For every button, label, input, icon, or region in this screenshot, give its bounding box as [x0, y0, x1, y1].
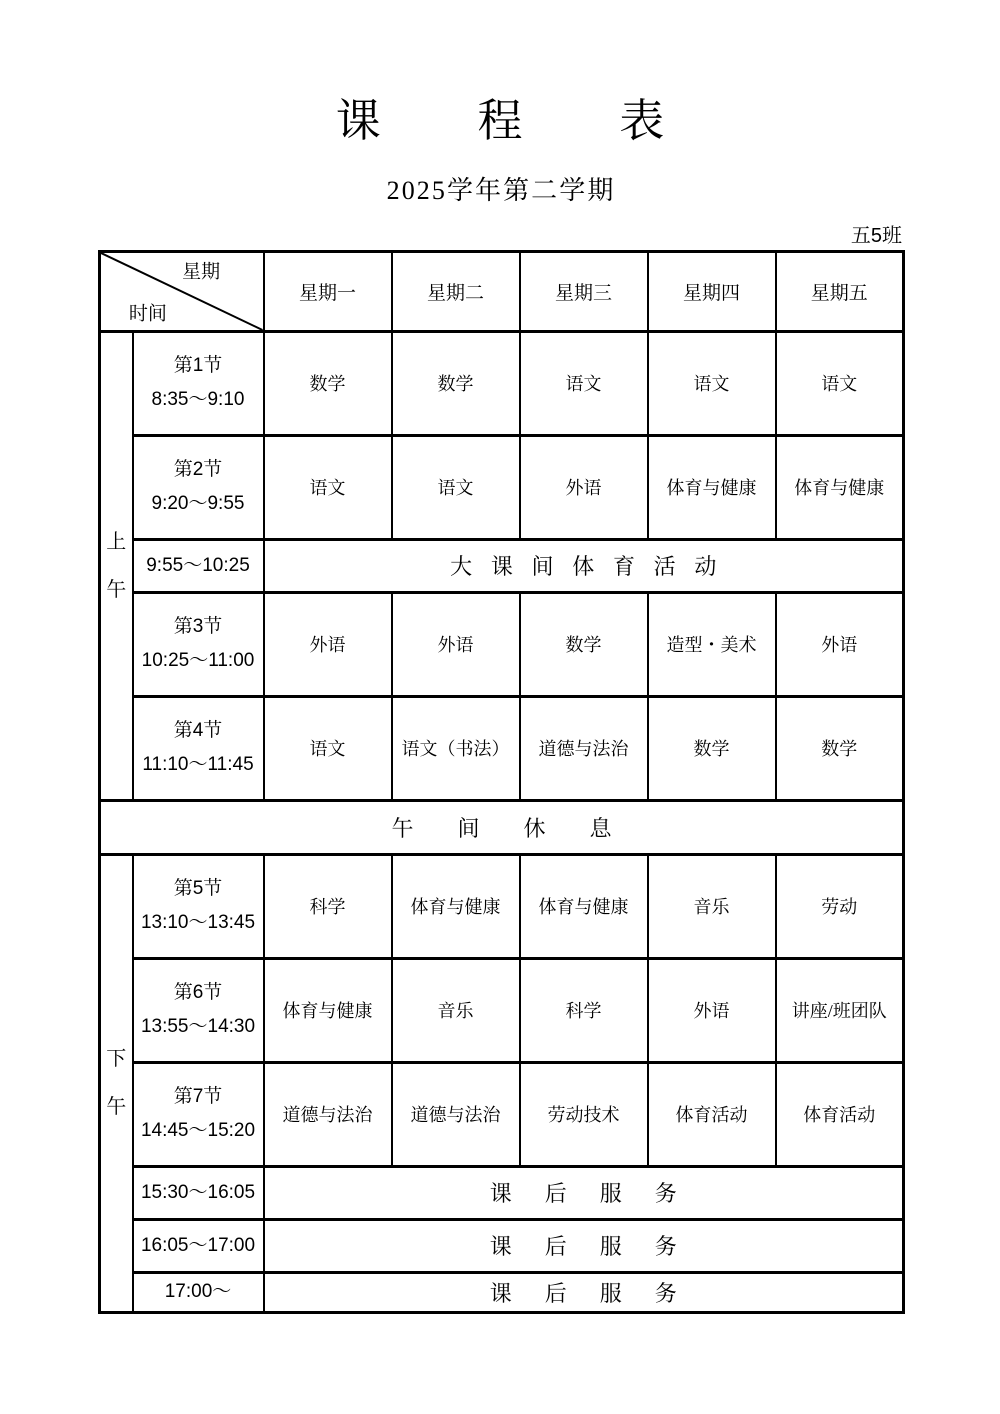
subject-cell: 外语	[264, 592, 392, 696]
subject-cell: 体育与健康	[264, 958, 392, 1062]
subject-cell: 数学	[392, 331, 520, 435]
period-time-cell	[133, 696, 264, 800]
subject-cell: 科学	[520, 958, 648, 1062]
subject-cell: 语文	[392, 435, 520, 539]
afterschool-service-label: 课后服务	[264, 1219, 904, 1272]
table-row-period5	[100, 854, 904, 958]
period-time-cell	[133, 854, 264, 958]
class-label: 五5班	[850, 224, 902, 247]
table-row-afterschool-3	[100, 1272, 904, 1312]
period-label: 第5节	[173, 878, 223, 900]
subject-cell: 讲座/班团队	[776, 958, 904, 1062]
subject-cell: 外语	[392, 592, 520, 696]
day-header-monday: 星期一	[264, 251, 392, 331]
subject-cell: 语文	[520, 331, 648, 435]
day-header-friday: 星期五	[776, 251, 904, 331]
subject-cell: 数学	[264, 331, 392, 435]
subject-cell: 体育活动	[648, 1062, 776, 1166]
table-row-afterschool-2	[100, 1219, 904, 1272]
corner-time-label: 时间	[128, 303, 167, 325]
time-cell: 17:00～	[133, 1272, 264, 1312]
time-range: 13:55～14:30	[140, 1016, 256, 1038]
table-row-afterschool-1	[100, 1166, 904, 1219]
day-header-thursday: 星期四	[648, 251, 776, 331]
period-time-cell	[133, 1062, 264, 1166]
time-cell: 9:55～10:25	[133, 539, 264, 592]
subject-cell: 道德与法治	[392, 1062, 520, 1166]
subject-cell: 科学	[264, 854, 392, 958]
timetable	[98, 250, 905, 1314]
subject-cell: 语文	[648, 331, 776, 435]
subject-cell: 外语	[520, 435, 648, 539]
table-row-period1	[100, 331, 904, 435]
subject-cell: 外语	[776, 592, 904, 696]
time-range: 13:10～13:45	[140, 912, 256, 934]
time-cell: 16:05～17:00	[133, 1219, 264, 1272]
day-header-wednesday: 星期三	[520, 251, 648, 331]
period-time-cell	[133, 592, 264, 696]
period-label: 第1节	[173, 355, 223, 377]
header-row	[100, 251, 904, 331]
period-label: 第6节	[173, 982, 223, 1004]
time-cell: 15:30～16:05	[133, 1166, 264, 1219]
period-label: 第3节	[173, 616, 223, 638]
subject-cell: 数学	[520, 592, 648, 696]
time-range: 9:20～9:55	[151, 493, 245, 515]
table-row-period2	[100, 435, 904, 539]
subject-cell: 道德与法治	[264, 1062, 392, 1166]
afterschool-service-label: 课后服务	[264, 1272, 904, 1312]
subject-cell: 数学	[648, 696, 776, 800]
corner-cell	[100, 251, 264, 331]
period-time-cell	[133, 435, 264, 539]
morning-section-label: 上午	[100, 331, 133, 800]
subject-cell: 语文	[264, 435, 392, 539]
table-row-period6	[100, 958, 904, 1062]
afternoon-section-label: 下午	[100, 854, 133, 1312]
subject-cell: 劳动	[776, 854, 904, 958]
period-time-cell	[133, 331, 264, 435]
noon-break-label: 午间休息	[100, 800, 904, 854]
subject-cell: 外语	[648, 958, 776, 1062]
subject-cell: 体育活动	[776, 1062, 904, 1166]
subject-cell: 体育与健康	[392, 854, 520, 958]
subject-cell: 音乐	[392, 958, 520, 1062]
subject-cell: 数学	[776, 696, 904, 800]
day-header-tuesday: 星期二	[392, 251, 520, 331]
subject-cell: 道德与法治	[520, 696, 648, 800]
subject-cell: 体育与健康	[648, 435, 776, 539]
page-title: 课程表	[335, 96, 761, 146]
subject-cell: 语文（书法）	[392, 696, 520, 800]
table-row-period3	[100, 592, 904, 696]
semester-subtitle: 2025学年第二学期	[386, 175, 616, 205]
period-label: 第4节	[173, 720, 223, 742]
period-label: 第2节	[173, 459, 223, 481]
time-range: 8:35～9:10	[151, 389, 245, 411]
time-range: 14:45～15:20	[140, 1120, 256, 1142]
time-range: 11:10～11:45	[142, 754, 254, 776]
table-row-period7	[100, 1062, 904, 1166]
schedule-sheet	[98, 0, 902, 1314]
subject-cell: 劳动技术	[520, 1062, 648, 1166]
period-time-cell	[133, 958, 264, 1062]
period-label: 第7节	[173, 1086, 223, 1108]
afterschool-service-label: 课后服务	[264, 1166, 904, 1219]
recess-activity-label: 大课间体育活动	[264, 539, 904, 592]
subject-cell: 造型・美术	[648, 592, 776, 696]
subject-cell: 音乐	[648, 854, 776, 958]
table-row-period4	[100, 696, 904, 800]
subject-cell: 语文	[264, 696, 392, 800]
table-row-noon-break	[100, 800, 904, 854]
subject-cell: 体育与健康	[776, 435, 904, 539]
table-row-recess	[100, 539, 904, 592]
corner-week-label: 星期	[182, 261, 221, 283]
time-range: 10:25～11:00	[141, 650, 255, 672]
subject-cell: 体育与健康	[520, 854, 648, 958]
subject-cell: 语文	[776, 331, 904, 435]
